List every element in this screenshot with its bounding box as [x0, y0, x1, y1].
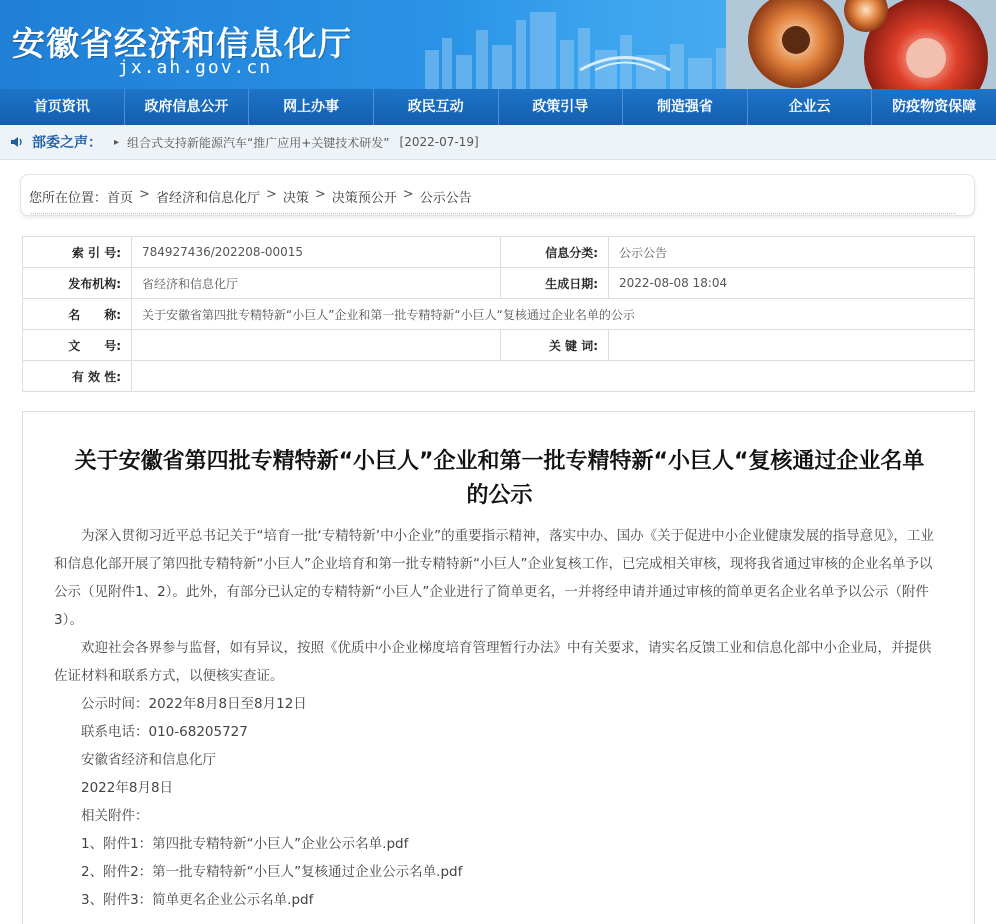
news-ticker: [0, 125, 996, 160]
article-paragraph-1: 为深入贯彻习近平总书记关于“培育一批‘专精特新’中小企业”的重要指示精神，落实中办、国办《关于促进中小企业健康发展的指导意见》，工业和信息化部开展了第四批专精特新“小巨人”企业培育和第一批专精特新“小巨人”企业复核工作，已完成相关审核，现将我省通过审核的企业名单予以公示（见附件1、2）。此外，有部分已认定的专精特新“小巨人”企业进行了简单更名，一并将经申请并通过审核的简单更名企业名单予以公示（附件3）。: [54, 528, 934, 628]
nav-item-interaction[interactable]: 政民互动: [374, 89, 499, 125]
date-label: 生成日期:: [501, 268, 609, 299]
nav-item-home[interactable]: 首页资讯: [0, 89, 125, 125]
chevron-right-icon: ▸: [114, 136, 120, 148]
breadcrumb-separator: >: [139, 187, 150, 202]
attachments-heading: 相关附件：: [81, 808, 149, 824]
ticker-news-link[interactable]: 组合式支持新能源汽车“推广应用+关键技术研发”: [127, 135, 390, 150]
article-paragraph-2: 欢迎社会各界参与监督，如有异议，按照《优质中小企业梯度培育管理暂行办法》中有关要求，请实名反馈工业和信息化部中小企业局，并提供佐证材料和联系方式，以便核实查证。: [54, 640, 932, 684]
nav-item-policy[interactable]: 政策引导: [499, 89, 624, 125]
site-domain: jx.ah.gov.cn: [118, 57, 273, 78]
main-nav: [0, 89, 996, 125]
breadcrumb-decision[interactable]: 决策: [282, 191, 309, 206]
breadcrumb-box: [20, 174, 975, 216]
ticker-label: 部委之声：: [32, 135, 102, 151]
breadcrumb-decision-preview[interactable]: 决策预公开: [331, 191, 397, 206]
breadcrumb-separator: >: [402, 187, 414, 202]
ticker-date: [2022-07-19]: [399, 135, 479, 149]
category-value: 公示公告: [609, 237, 975, 268]
nav-item-manufacturing[interactable]: 制造强省: [623, 89, 748, 125]
validity-label: 有 效 性:: [23, 361, 132, 392]
nav-item-gov-info[interactable]: 政府信息公开: [125, 89, 250, 125]
breadcrumb-separator: >: [265, 187, 277, 202]
table-row: [23, 330, 975, 361]
nav-item-enterprise-cloud[interactable]: 企业云: [748, 89, 873, 125]
table-row: [23, 237, 975, 268]
date-value: 2022-08-08 18:04: [609, 268, 975, 299]
nav-item-online-service[interactable]: 网上办事: [249, 89, 374, 125]
name-label: 名 称:: [23, 299, 132, 330]
industrial-metal-image: [726, 0, 996, 89]
keyword-label: 关 键 词:: [501, 330, 609, 361]
article-body: [22, 411, 975, 924]
breadcrumb-prefix: 您所在位置：: [29, 191, 108, 206]
breadcrumb-notices[interactable]: 公示公告: [419, 191, 472, 206]
table-row: [23, 361, 975, 392]
index-label: 索 引 号:: [23, 237, 132, 268]
document-meta-table: [22, 236, 975, 392]
header-banner: [0, 0, 996, 89]
publisher-label: 发布机构:: [23, 268, 132, 299]
contact-phone: 联系电话：010-68205727: [81, 724, 248, 740]
keyword-value: [609, 330, 975, 361]
nav-item-epidemic-supplies[interactable]: 防疫物资保障: [892, 99, 977, 115]
breadcrumb-department[interactable]: 省经济和信息化厅: [155, 191, 260, 206]
category-label: 信息分类:: [501, 237, 609, 268]
doc-number-value: [132, 330, 501, 361]
index-value: 784927436/202208-00015: [132, 237, 501, 268]
breadcrumb-home[interactable]: 首页: [107, 191, 134, 206]
issuing-org: 安徽省经济和信息化厅: [81, 752, 216, 768]
issue-date: 2022年8月8日: [81, 780, 174, 796]
publisher-value: 省经济和信息化厅: [132, 268, 501, 299]
city-skyline-image: [420, 0, 750, 89]
breadcrumb-separator: >: [314, 187, 326, 202]
site-title[interactable]: 安徽省经济和信息化厅: [12, 24, 352, 63]
table-row: [23, 268, 975, 299]
notice-period: 公示时间：2022年8月8日至8月12日: [81, 696, 307, 712]
name-value: 关于安徽省第四批专精特新“小巨人”企业和第一批专精特新“小巨人“复核通过企业名单的公示: [132, 299, 975, 330]
breadcrumb: [29, 187, 472, 206]
divider: [31, 213, 956, 214]
attachment-link-2[interactable]: 2、附件2：第一批专精特新“小巨人”复核通过企业公示名单.pdf: [81, 864, 463, 880]
doc-number-label: 文 号:: [23, 330, 132, 361]
attachment-link-3[interactable]: 3、附件3：简单更名企业公示名单.pdf: [81, 892, 314, 908]
table-row: [23, 299, 975, 330]
speaker-icon: [10, 135, 24, 149]
validity-value: [132, 361, 975, 392]
attachment-link-1[interactable]: 1、附件1：第四批专精特新“小巨人”企业公示名单.pdf: [81, 836, 409, 852]
article-title: 关于安徽省第四批专精特新“小巨人”企业和第一批专精特新“小巨人“复核通过企业名单的公示: [74, 449, 925, 508]
